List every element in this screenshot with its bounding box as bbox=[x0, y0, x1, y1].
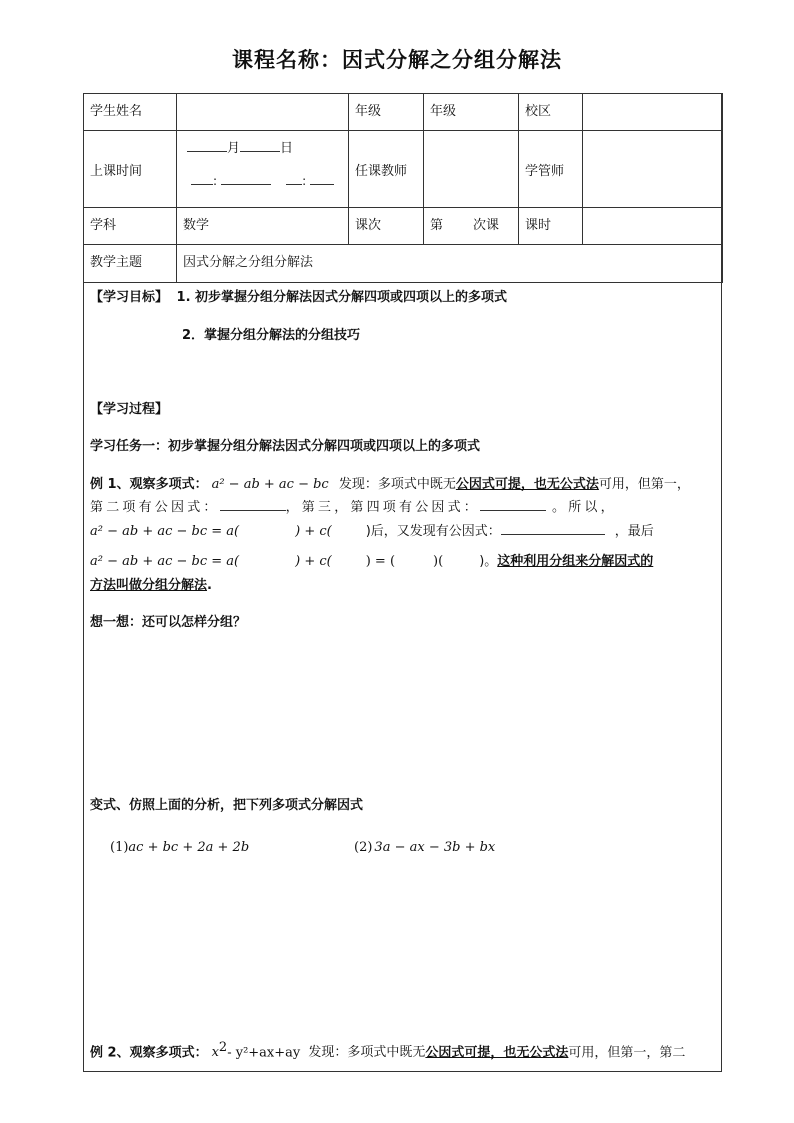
page-title: 课程名称：因式分解之分组分解法 bbox=[232, 48, 562, 72]
conclusion-1: 这种利用分组来分解因式的 bbox=[497, 554, 654, 569]
goals-label: 【学习目标】 bbox=[90, 290, 169, 305]
example-2-underlined: 公因式可提，也无公式法 bbox=[425, 1045, 569, 1061]
example-1-label: 例 1、观察多项式： bbox=[90, 477, 208, 492]
think-prompt: 想一想：还可以怎样分组？ bbox=[90, 615, 247, 630]
equation-2-paren-mid: )( bbox=[433, 554, 444, 569]
grade-label: 年级 bbox=[349, 94, 424, 131]
example-1-poly: a² − ab + ac − bc bbox=[211, 477, 329, 492]
time-colon-2: : bbox=[302, 174, 307, 188]
example-2-label: 例 2、观察多项式： bbox=[90, 1045, 208, 1061]
variant-1-poly: ac + bc + 2a + 2b bbox=[128, 840, 250, 855]
process-label: 【学习过程】 bbox=[90, 402, 169, 417]
equation-1-mid: ) + c( bbox=[295, 524, 332, 539]
variant-problem-1 bbox=[110, 840, 249, 855]
time-colon-1: : bbox=[213, 174, 218, 188]
common-factor-1-blank[interactable] bbox=[220, 497, 286, 511]
class-time-label: 上课时间 bbox=[84, 131, 177, 208]
common-factor-1-label: 第二项有公因式： bbox=[90, 500, 220, 515]
subject-value: 数学 bbox=[177, 208, 349, 245]
example-2-text-end: 可用，但第一，第二 bbox=[568, 1045, 686, 1061]
equation-2-mid: ) + c( bbox=[295, 554, 332, 569]
equation-2-paren-open: ) = ( bbox=[365, 554, 396, 569]
conclusion-2: 方法叫做分组分解法 bbox=[90, 578, 208, 593]
example-1-underlined: 公因式可提，也无公式法 bbox=[455, 477, 599, 492]
topic-label: 教学主题 bbox=[84, 245, 177, 283]
subject-label: 学科 bbox=[84, 208, 177, 245]
so-text: 。所以， bbox=[552, 500, 617, 515]
variant-1-number: (1) bbox=[110, 840, 129, 855]
session-prefix: 第 bbox=[430, 218, 444, 233]
topic-value: 因式分解之分组分解法 bbox=[177, 245, 723, 283]
student-name-label: 学生姓名 bbox=[84, 94, 177, 131]
example-1-line-5 bbox=[90, 574, 212, 593]
hours-label: 课时 bbox=[519, 208, 583, 245]
session-suffix: 次课 bbox=[473, 218, 500, 233]
common-factor-2-blank[interactable] bbox=[480, 497, 546, 511]
task-1-heading: 学习任务一：初步掌握分组分解法因式分解四项或四项以上的多项式 bbox=[90, 439, 481, 454]
variant-2-number: (2) bbox=[354, 840, 373, 855]
example-1-line-1 bbox=[90, 473, 690, 492]
example-2-line-1: 例 2、观察多项式： $x^2-$ y²+ax+ay 发现：多项式中既无公因式可提，也无公式法可用，但第一，第二 bbox=[90, 1040, 686, 1061]
variant-heading: 变式、仿照上面的分析，把下列多项式分解因式 bbox=[90, 798, 364, 813]
equation-2-start: a² − ab + ac − bc = a( bbox=[90, 554, 240, 569]
example-2-poly-x: x bbox=[211, 1045, 219, 1061]
session-label: 课次 bbox=[349, 208, 424, 245]
campus-label: 校区 bbox=[519, 94, 583, 131]
equation-2-close: )。 bbox=[479, 554, 498, 569]
month-label: 月 bbox=[227, 141, 241, 156]
example-1-line-3 bbox=[90, 520, 654, 539]
example-1-text: 发现：多项式中既无 bbox=[338, 477, 456, 492]
example-1-line-2 bbox=[90, 496, 617, 515]
grade-value: 年级 bbox=[424, 94, 519, 131]
example-1-text-end: 可用，但第一， bbox=[598, 477, 690, 492]
example-1-line-4 bbox=[90, 550, 653, 569]
goals-row bbox=[90, 286, 507, 305]
teacher-label: 任课教师 bbox=[349, 131, 424, 208]
finally-text: ，最后 bbox=[614, 524, 654, 539]
example-2-poly-rest: - y²+ax+ay bbox=[227, 1045, 301, 1061]
common-factor-3-blank[interactable] bbox=[501, 521, 605, 535]
conclusion-period: . bbox=[207, 578, 212, 593]
common-factor-2-label: ，第三，第四项有公因式： bbox=[285, 500, 481, 515]
example-2-text: 发现：多项式中既无 bbox=[308, 1045, 426, 1061]
manager-label: 学管师 bbox=[519, 131, 583, 208]
goal-item-2: 2．掌握分组分解法的分组技巧 bbox=[182, 328, 361, 343]
variant-problem-2 bbox=[354, 840, 495, 855]
day-label: 日 bbox=[280, 141, 294, 156]
variant-2-poly: 3a − ax − 3b + bx bbox=[374, 840, 496, 855]
goal-item-1: 1. 初步掌握分组分解法因式分解四项或四项以上的多项式 bbox=[176, 290, 508, 305]
equation-1-start: a² − ab + ac − bc = a( bbox=[90, 524, 240, 539]
equation-1-end: )后，又发现有公因式： bbox=[365, 524, 501, 539]
